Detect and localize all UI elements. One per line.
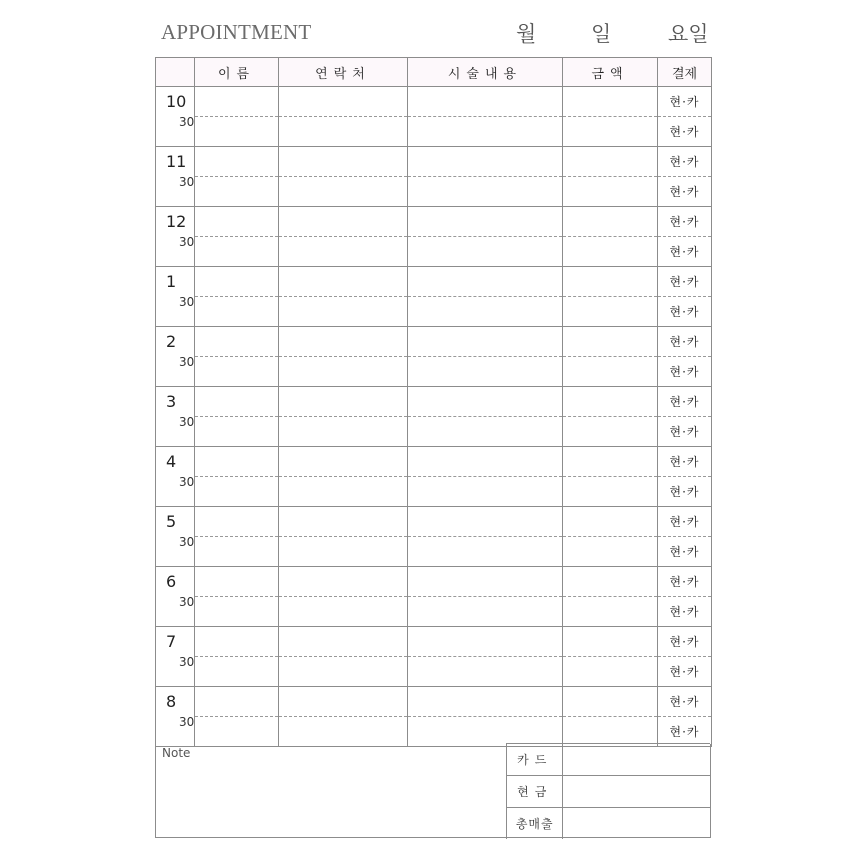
service-cell[interactable] bbox=[408, 597, 563, 627]
name-cell[interactable] bbox=[195, 537, 279, 567]
half-hour-label: 30 bbox=[179, 235, 195, 249]
amount-cell[interactable] bbox=[563, 357, 658, 387]
hour-label: 7 bbox=[166, 632, 177, 651]
payment-option[interactable]: 현·카 bbox=[658, 627, 712, 657]
note-label: Note bbox=[162, 746, 191, 760]
table-row bbox=[156, 117, 712, 147]
contact-cell[interactable] bbox=[279, 477, 408, 507]
half-hour-label: 30 bbox=[179, 595, 195, 609]
payment-option[interactable]: 현·카 bbox=[658, 147, 712, 177]
hour-label: 3 bbox=[166, 392, 177, 411]
table-row bbox=[156, 87, 712, 117]
payment-option[interactable]: 현·카 bbox=[658, 297, 712, 327]
table-row bbox=[156, 357, 712, 387]
column-header-payment: 결제 bbox=[658, 58, 712, 87]
name-cell[interactable] bbox=[195, 717, 279, 747]
name-cell[interactable] bbox=[195, 357, 279, 387]
table-row bbox=[156, 207, 712, 237]
payment-option[interactable]: 현·카 bbox=[658, 207, 712, 237]
service-cell[interactable] bbox=[408, 387, 563, 417]
payment-option[interactable]: 현·카 bbox=[658, 507, 712, 537]
amount-cell[interactable] bbox=[563, 147, 658, 177]
service-cell[interactable] bbox=[408, 117, 563, 147]
table-row bbox=[156, 177, 712, 207]
amount-cell[interactable] bbox=[563, 657, 658, 687]
table-row bbox=[156, 297, 712, 327]
contact-cell[interactable] bbox=[279, 297, 408, 327]
table-row bbox=[156, 507, 712, 537]
name-cell[interactable] bbox=[195, 657, 279, 687]
payment-option[interactable]: 현·카 bbox=[658, 717, 712, 747]
amount-cell[interactable] bbox=[563, 597, 658, 627]
name-cell[interactable] bbox=[195, 147, 279, 177]
column-header-amount: 금액 bbox=[563, 58, 658, 87]
contact-cell[interactable] bbox=[279, 417, 408, 447]
amount-cell[interactable] bbox=[563, 477, 658, 507]
appointment-rows bbox=[156, 87, 712, 747]
total-sales-label: 총매출 bbox=[507, 808, 563, 840]
service-cell[interactable] bbox=[408, 417, 563, 447]
table-row bbox=[156, 477, 712, 507]
payment-option[interactable]: 현·카 bbox=[658, 267, 712, 297]
footer-section bbox=[155, 744, 711, 838]
name-cell[interactable] bbox=[195, 477, 279, 507]
time-slot-cell bbox=[156, 387, 195, 447]
table-row bbox=[156, 327, 712, 357]
name-cell[interactable] bbox=[195, 627, 279, 657]
card-total-field[interactable] bbox=[563, 744, 710, 776]
contact-cell[interactable] bbox=[279, 597, 408, 627]
table-row bbox=[156, 147, 712, 177]
contact-cell[interactable] bbox=[279, 537, 408, 567]
amount-cell[interactable] bbox=[563, 87, 658, 117]
table-row bbox=[156, 567, 712, 597]
contact-cell[interactable] bbox=[279, 507, 408, 537]
half-hour-label: 30 bbox=[179, 715, 195, 729]
table-row bbox=[156, 417, 712, 447]
service-cell[interactable] bbox=[408, 147, 563, 177]
contact-cell[interactable] bbox=[279, 327, 408, 357]
amount-cell[interactable] bbox=[563, 177, 658, 207]
contact-cell[interactable] bbox=[279, 657, 408, 687]
contact-cell[interactable] bbox=[279, 87, 408, 117]
amount-cell[interactable] bbox=[563, 387, 658, 417]
service-cell[interactable] bbox=[408, 237, 563, 267]
hour-label: 6 bbox=[166, 572, 177, 591]
amount-cell[interactable] bbox=[563, 447, 658, 477]
half-hour-label: 30 bbox=[179, 415, 195, 429]
summary-row-total bbox=[507, 808, 711, 840]
summary-row-card bbox=[507, 744, 711, 776]
name-cell[interactable] bbox=[195, 207, 279, 237]
weekday-label: 요일 bbox=[668, 22, 709, 46]
name-cell[interactable] bbox=[195, 417, 279, 447]
table-row bbox=[156, 537, 712, 567]
amount-cell[interactable] bbox=[563, 627, 658, 657]
time-slot-cell bbox=[156, 267, 195, 327]
time-slot-cell bbox=[156, 687, 195, 747]
service-cell[interactable] bbox=[408, 507, 563, 537]
contact-cell[interactable] bbox=[279, 567, 408, 597]
contact-cell[interactable] bbox=[279, 267, 408, 297]
name-cell[interactable] bbox=[195, 87, 279, 117]
name-cell[interactable] bbox=[195, 177, 279, 207]
payment-option[interactable]: 현·카 bbox=[658, 447, 712, 477]
hour-label: 4 bbox=[166, 452, 177, 471]
amount-cell[interactable] bbox=[563, 417, 658, 447]
contact-cell[interactable] bbox=[279, 177, 408, 207]
service-cell[interactable] bbox=[408, 687, 563, 717]
summary-row-cash bbox=[507, 776, 711, 808]
month-label: 월 bbox=[516, 22, 537, 46]
contact-cell[interactable] bbox=[279, 117, 408, 147]
half-hour-label: 30 bbox=[179, 475, 195, 489]
service-cell[interactable] bbox=[408, 207, 563, 237]
time-slot-cell bbox=[156, 207, 195, 267]
column-header-contact: 연락처 bbox=[279, 58, 408, 87]
time-slot-cell bbox=[156, 87, 195, 147]
table-row bbox=[156, 387, 712, 417]
header-time-cell bbox=[156, 58, 195, 87]
contact-cell[interactable] bbox=[279, 207, 408, 237]
table-row bbox=[156, 657, 712, 687]
time-slot-cell bbox=[156, 567, 195, 627]
payment-option[interactable]: 현·카 bbox=[658, 567, 712, 597]
half-hour-label: 30 bbox=[179, 175, 195, 189]
table-row bbox=[156, 447, 712, 477]
amount-cell[interactable] bbox=[563, 267, 658, 297]
column-header-service: 시술내용 bbox=[408, 58, 563, 87]
hour-label: 1 bbox=[166, 272, 177, 291]
contact-cell[interactable] bbox=[279, 237, 408, 267]
contact-cell[interactable] bbox=[279, 147, 408, 177]
contact-cell[interactable] bbox=[279, 357, 408, 387]
amount-cell[interactable] bbox=[563, 237, 658, 267]
table-row bbox=[156, 687, 712, 717]
table-row bbox=[156, 627, 712, 657]
name-cell[interactable] bbox=[195, 507, 279, 537]
day-label: 일 bbox=[591, 22, 612, 46]
amount-cell[interactable] bbox=[563, 297, 658, 327]
service-cell[interactable] bbox=[408, 87, 563, 117]
payment-option[interactable]: 현·카 bbox=[658, 117, 712, 147]
amount-cell[interactable] bbox=[563, 117, 658, 147]
service-cell[interactable] bbox=[408, 627, 563, 657]
payment-option[interactable]: 현·카 bbox=[658, 687, 712, 717]
service-cell[interactable] bbox=[408, 537, 563, 567]
hour-label: 11 bbox=[166, 152, 187, 171]
payment-option[interactable]: 현·카 bbox=[658, 87, 712, 117]
appointment-table bbox=[155, 57, 712, 747]
service-cell[interactable] bbox=[408, 327, 563, 357]
amount-cell[interactable] bbox=[563, 537, 658, 567]
card-label: 카드 bbox=[507, 744, 563, 776]
payment-option[interactable]: 현·카 bbox=[658, 177, 712, 207]
service-cell[interactable] bbox=[408, 477, 563, 507]
hour-label: 12 bbox=[166, 212, 187, 231]
name-cell[interactable] bbox=[195, 387, 279, 417]
amount-cell[interactable] bbox=[563, 687, 658, 717]
name-cell[interactable] bbox=[195, 567, 279, 597]
name-cell[interactable] bbox=[195, 597, 279, 627]
service-cell[interactable] bbox=[408, 567, 563, 597]
contact-cell[interactable] bbox=[279, 687, 408, 717]
cash-total-field[interactable] bbox=[563, 776, 710, 808]
time-slot-cell bbox=[156, 327, 195, 387]
name-cell[interactable] bbox=[195, 237, 279, 267]
hour-label: 8 bbox=[166, 692, 177, 711]
name-cell[interactable] bbox=[195, 687, 279, 717]
payment-option[interactable]: 현·카 bbox=[658, 477, 712, 507]
half-hour-label: 30 bbox=[179, 295, 195, 309]
sales-summary bbox=[506, 743, 710, 839]
contact-cell[interactable] bbox=[279, 387, 408, 417]
time-slot-cell bbox=[156, 627, 195, 687]
time-slot-cell bbox=[156, 147, 195, 207]
total-sales-field[interactable] bbox=[563, 808, 710, 840]
payment-option[interactable]: 현·카 bbox=[658, 417, 712, 447]
hour-label: 10 bbox=[166, 92, 187, 111]
amount-cell[interactable] bbox=[563, 507, 658, 537]
cash-label: 현금 bbox=[507, 776, 563, 808]
contact-cell[interactable] bbox=[279, 717, 408, 747]
hour-label: 2 bbox=[166, 332, 177, 351]
payment-option[interactable]: 현·카 bbox=[658, 597, 712, 627]
name-cell[interactable] bbox=[195, 117, 279, 147]
service-cell[interactable] bbox=[408, 717, 563, 747]
table-row bbox=[156, 237, 712, 267]
payment-option[interactable]: 현·카 bbox=[658, 387, 712, 417]
name-cell[interactable] bbox=[195, 297, 279, 327]
contact-cell[interactable] bbox=[279, 627, 408, 657]
payment-option[interactable]: 현·카 bbox=[658, 537, 712, 567]
payment-option[interactable]: 현·카 bbox=[658, 237, 712, 267]
service-cell[interactable] bbox=[408, 657, 563, 687]
service-cell[interactable] bbox=[408, 177, 563, 207]
name-cell[interactable] bbox=[195, 327, 279, 357]
amount-cell[interactable] bbox=[563, 327, 658, 357]
service-cell[interactable] bbox=[408, 447, 563, 477]
half-hour-label: 30 bbox=[179, 535, 195, 549]
amount-cell[interactable] bbox=[563, 567, 658, 597]
time-slot-cell bbox=[156, 447, 195, 507]
page-title: APPOINTMENT bbox=[161, 20, 312, 44]
payment-option[interactable]: 현·카 bbox=[658, 327, 712, 357]
hour-label: 5 bbox=[166, 512, 177, 531]
table-row bbox=[156, 717, 712, 747]
table-row bbox=[156, 267, 712, 297]
column-header-name: 이름 bbox=[195, 58, 279, 87]
time-slot-cell bbox=[156, 507, 195, 567]
table-header-row bbox=[156, 58, 712, 87]
service-cell[interactable] bbox=[408, 357, 563, 387]
half-hour-label: 30 bbox=[179, 355, 195, 369]
service-cell[interactable] bbox=[408, 267, 563, 297]
half-hour-label: 30 bbox=[179, 655, 195, 669]
payment-option[interactable]: 현·카 bbox=[658, 657, 712, 687]
payment-option[interactable]: 현·카 bbox=[658, 357, 712, 387]
name-cell[interactable] bbox=[195, 447, 279, 477]
half-hour-label: 30 bbox=[179, 115, 195, 129]
name-cell[interactable] bbox=[195, 267, 279, 297]
contact-cell[interactable] bbox=[279, 447, 408, 477]
amount-cell[interactable] bbox=[563, 717, 658, 747]
table-row bbox=[156, 597, 712, 627]
service-cell[interactable] bbox=[408, 297, 563, 327]
amount-cell[interactable] bbox=[563, 207, 658, 237]
